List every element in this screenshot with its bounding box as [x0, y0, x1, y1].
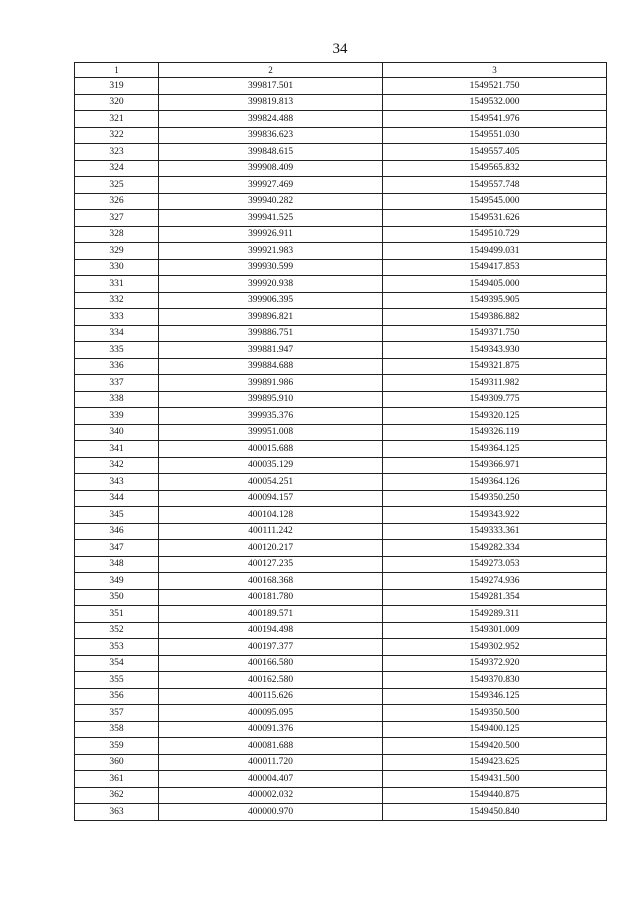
point-number-cell: 358 — [75, 721, 159, 738]
y-coordinate-cell: 1549386.882 — [383, 309, 607, 326]
y-coordinate-cell: 1549372.920 — [383, 655, 607, 672]
point-number-cell: 360 — [75, 754, 159, 771]
x-coordinate-cell: 400000.970 — [159, 804, 383, 821]
point-number-cell: 329 — [75, 243, 159, 260]
y-coordinate-cell: 1549440.875 — [383, 787, 607, 804]
table-row — [75, 754, 607, 771]
table-row — [75, 490, 607, 507]
y-coordinate-cell: 1549532.000 — [383, 94, 607, 111]
table-row — [75, 226, 607, 243]
x-coordinate-cell: 399884.688 — [159, 358, 383, 375]
table-row — [75, 94, 607, 111]
x-coordinate-cell: 399891.986 — [159, 375, 383, 392]
table-body — [75, 78, 607, 821]
point-number-cell: 349 — [75, 573, 159, 590]
x-coordinate-cell: 400004.407 — [159, 771, 383, 788]
x-coordinate-cell: 400094.157 — [159, 490, 383, 507]
table-row — [75, 622, 607, 639]
table-row — [75, 540, 607, 557]
y-coordinate-cell: 1549364.125 — [383, 441, 607, 458]
y-coordinate-cell: 1549343.922 — [383, 507, 607, 524]
point-number-cell: 327 — [75, 210, 159, 227]
point-number-cell: 326 — [75, 193, 159, 210]
table-row — [75, 210, 607, 227]
point-number-cell: 348 — [75, 556, 159, 573]
y-coordinate-cell: 1549273.053 — [383, 556, 607, 573]
x-coordinate-cell: 399930.599 — [159, 259, 383, 276]
table-row — [75, 424, 607, 441]
y-coordinate-cell: 1549395.905 — [383, 292, 607, 309]
point-number-cell: 346 — [75, 523, 159, 540]
table-row — [75, 804, 607, 821]
table-row — [75, 127, 607, 144]
point-number-cell: 363 — [75, 804, 159, 821]
point-number-cell: 357 — [75, 705, 159, 722]
table-row — [75, 391, 607, 408]
point-number-cell: 320 — [75, 94, 159, 111]
table-row — [75, 78, 607, 95]
y-coordinate-cell: 1549326.119 — [383, 424, 607, 441]
point-number-cell: 322 — [75, 127, 159, 144]
x-coordinate-cell: 400115.626 — [159, 688, 383, 705]
x-coordinate-cell: 399921.983 — [159, 243, 383, 260]
table-row — [75, 111, 607, 128]
y-coordinate-cell: 1549431.500 — [383, 771, 607, 788]
table-row — [75, 408, 607, 425]
x-coordinate-cell: 399895.910 — [159, 391, 383, 408]
column-header-x-coordinate: 2 — [159, 63, 383, 78]
point-number-cell: 354 — [75, 655, 159, 672]
point-number-cell: 319 — [75, 78, 159, 95]
point-number-cell: 331 — [75, 276, 159, 293]
x-coordinate-cell: 399927.469 — [159, 177, 383, 194]
y-coordinate-cell: 1549302.952 — [383, 639, 607, 656]
point-number-cell: 321 — [75, 111, 159, 128]
y-coordinate-cell: 1549400.125 — [383, 721, 607, 738]
y-coordinate-cell: 1549350.250 — [383, 490, 607, 507]
x-coordinate-cell: 399906.395 — [159, 292, 383, 309]
y-coordinate-cell: 1549364.126 — [383, 474, 607, 491]
table-header — [75, 63, 607, 78]
point-number-cell: 337 — [75, 375, 159, 392]
table-row — [75, 325, 607, 342]
column-header-point-number: 1 — [75, 63, 159, 78]
point-number-cell: 355 — [75, 672, 159, 689]
table-row — [75, 705, 607, 722]
y-coordinate-cell: 1549282.334 — [383, 540, 607, 557]
y-coordinate-cell: 1549417.853 — [383, 259, 607, 276]
x-coordinate-cell: 399941.525 — [159, 210, 383, 227]
point-number-cell: 323 — [75, 144, 159, 161]
x-coordinate-cell: 400035.129 — [159, 457, 383, 474]
x-coordinate-cell: 400194.498 — [159, 622, 383, 639]
point-number-cell: 341 — [75, 441, 159, 458]
y-coordinate-cell: 1549321.875 — [383, 358, 607, 375]
table-row — [75, 276, 607, 293]
point-number-cell: 325 — [75, 177, 159, 194]
point-number-cell: 333 — [75, 309, 159, 326]
table-row — [75, 375, 607, 392]
point-number-cell: 339 — [75, 408, 159, 425]
y-coordinate-cell: 1549510.729 — [383, 226, 607, 243]
table-row — [75, 787, 607, 804]
point-number-cell: 352 — [75, 622, 159, 639]
coordinates-table — [74, 62, 607, 821]
y-coordinate-cell: 1549274.936 — [383, 573, 607, 590]
x-coordinate-cell: 400162.580 — [159, 672, 383, 689]
table-row — [75, 589, 607, 606]
y-coordinate-cell: 1549423.625 — [383, 754, 607, 771]
table-row — [75, 655, 607, 672]
point-number-cell: 338 — [75, 391, 159, 408]
y-coordinate-cell: 1549320.125 — [383, 408, 607, 425]
point-number-cell: 336 — [75, 358, 159, 375]
table-row — [75, 573, 607, 590]
point-number-cell: 359 — [75, 738, 159, 755]
x-coordinate-cell: 400104.128 — [159, 507, 383, 524]
table-row — [75, 243, 607, 260]
point-number-cell: 332 — [75, 292, 159, 309]
y-coordinate-cell: 1549541.976 — [383, 111, 607, 128]
y-coordinate-cell: 1549301.009 — [383, 622, 607, 639]
table-row — [75, 672, 607, 689]
x-coordinate-cell: 399920.938 — [159, 276, 383, 293]
point-number-cell: 342 — [75, 457, 159, 474]
y-coordinate-cell: 1549370.830 — [383, 672, 607, 689]
x-coordinate-cell: 399817.501 — [159, 78, 383, 95]
x-coordinate-cell: 399886.751 — [159, 325, 383, 342]
x-coordinate-cell: 400054.251 — [159, 474, 383, 491]
x-coordinate-cell: 399951.008 — [159, 424, 383, 441]
table-row — [75, 144, 607, 161]
y-coordinate-cell: 1549350.500 — [383, 705, 607, 722]
table-header-row — [75, 63, 607, 78]
y-coordinate-cell: 1549565.832 — [383, 160, 607, 177]
y-coordinate-cell: 1549420.500 — [383, 738, 607, 755]
point-number-cell: 335 — [75, 342, 159, 359]
table-row — [75, 738, 607, 755]
table-row — [75, 358, 607, 375]
table-row — [75, 193, 607, 210]
x-coordinate-cell: 400015.688 — [159, 441, 383, 458]
y-coordinate-cell: 1549531.626 — [383, 210, 607, 227]
y-coordinate-cell: 1549366.971 — [383, 457, 607, 474]
x-coordinate-cell: 399935.376 — [159, 408, 383, 425]
point-number-cell: 343 — [75, 474, 159, 491]
table-row — [75, 639, 607, 656]
table-row — [75, 292, 607, 309]
x-coordinate-cell: 399824.488 — [159, 111, 383, 128]
x-coordinate-cell: 399926.911 — [159, 226, 383, 243]
x-coordinate-cell: 400011.720 — [159, 754, 383, 771]
point-number-cell: 328 — [75, 226, 159, 243]
point-number-cell: 361 — [75, 771, 159, 788]
x-coordinate-cell: 400095.095 — [159, 705, 383, 722]
point-number-cell: 330 — [75, 259, 159, 276]
point-number-cell: 351 — [75, 606, 159, 623]
y-coordinate-cell: 1549557.405 — [383, 144, 607, 161]
table-row — [75, 771, 607, 788]
table-row — [75, 457, 607, 474]
x-coordinate-cell: 400181.780 — [159, 589, 383, 606]
x-coordinate-cell: 400091.376 — [159, 721, 383, 738]
x-coordinate-cell: 400127.235 — [159, 556, 383, 573]
point-number-cell: 340 — [75, 424, 159, 441]
y-coordinate-cell: 1549499.031 — [383, 243, 607, 260]
point-number-cell: 356 — [75, 688, 159, 705]
table-row — [75, 606, 607, 623]
x-coordinate-cell: 400002.032 — [159, 787, 383, 804]
point-number-cell: 353 — [75, 639, 159, 656]
y-coordinate-cell: 1549405.000 — [383, 276, 607, 293]
x-coordinate-cell: 400081.688 — [159, 738, 383, 755]
x-coordinate-cell: 400120.217 — [159, 540, 383, 557]
table-row — [75, 507, 607, 524]
y-coordinate-cell: 1549311.982 — [383, 375, 607, 392]
x-coordinate-cell: 400189.571 — [159, 606, 383, 623]
y-coordinate-cell: 1549343.930 — [383, 342, 607, 359]
x-coordinate-cell: 399848.615 — [159, 144, 383, 161]
point-number-cell: 347 — [75, 540, 159, 557]
x-coordinate-cell: 399881.947 — [159, 342, 383, 359]
x-coordinate-cell: 399836.623 — [159, 127, 383, 144]
y-coordinate-cell: 1549557.748 — [383, 177, 607, 194]
x-coordinate-cell: 400111.242 — [159, 523, 383, 540]
table-row — [75, 721, 607, 738]
column-header-y-coordinate: 3 — [383, 63, 607, 78]
x-coordinate-cell: 399908.409 — [159, 160, 383, 177]
point-number-cell: 344 — [75, 490, 159, 507]
point-number-cell: 345 — [75, 507, 159, 524]
x-coordinate-cell: 400197.377 — [159, 639, 383, 656]
y-coordinate-cell: 1549289.311 — [383, 606, 607, 623]
y-coordinate-cell: 1549551.030 — [383, 127, 607, 144]
table-row — [75, 688, 607, 705]
point-number-cell: 334 — [75, 325, 159, 342]
x-coordinate-cell: 400168.368 — [159, 573, 383, 590]
table-row — [75, 523, 607, 540]
y-coordinate-cell: 1549346.125 — [383, 688, 607, 705]
x-coordinate-cell: 400166.580 — [159, 655, 383, 672]
x-coordinate-cell: 399896.821 — [159, 309, 383, 326]
x-coordinate-cell: 399819.813 — [159, 94, 383, 111]
y-coordinate-cell: 1549281.354 — [383, 589, 607, 606]
y-coordinate-cell: 1549545.000 — [383, 193, 607, 210]
table-row — [75, 177, 607, 194]
y-coordinate-cell: 1549521.750 — [383, 78, 607, 95]
table-row — [75, 342, 607, 359]
point-number-cell: 324 — [75, 160, 159, 177]
y-coordinate-cell: 1549371.750 — [383, 325, 607, 342]
page-number: 34 — [332, 41, 348, 57]
table-row — [75, 474, 607, 491]
table-row — [75, 309, 607, 326]
table-row — [75, 259, 607, 276]
table-row — [75, 160, 607, 177]
y-coordinate-cell: 1549333.361 — [383, 523, 607, 540]
y-coordinate-cell: 1549450.840 — [383, 804, 607, 821]
x-coordinate-cell: 399940.282 — [159, 193, 383, 210]
table-row — [75, 556, 607, 573]
point-number-cell: 350 — [75, 589, 159, 606]
point-number-cell: 362 — [75, 787, 159, 804]
table-row — [75, 441, 607, 458]
y-coordinate-cell: 1549309.775 — [383, 391, 607, 408]
